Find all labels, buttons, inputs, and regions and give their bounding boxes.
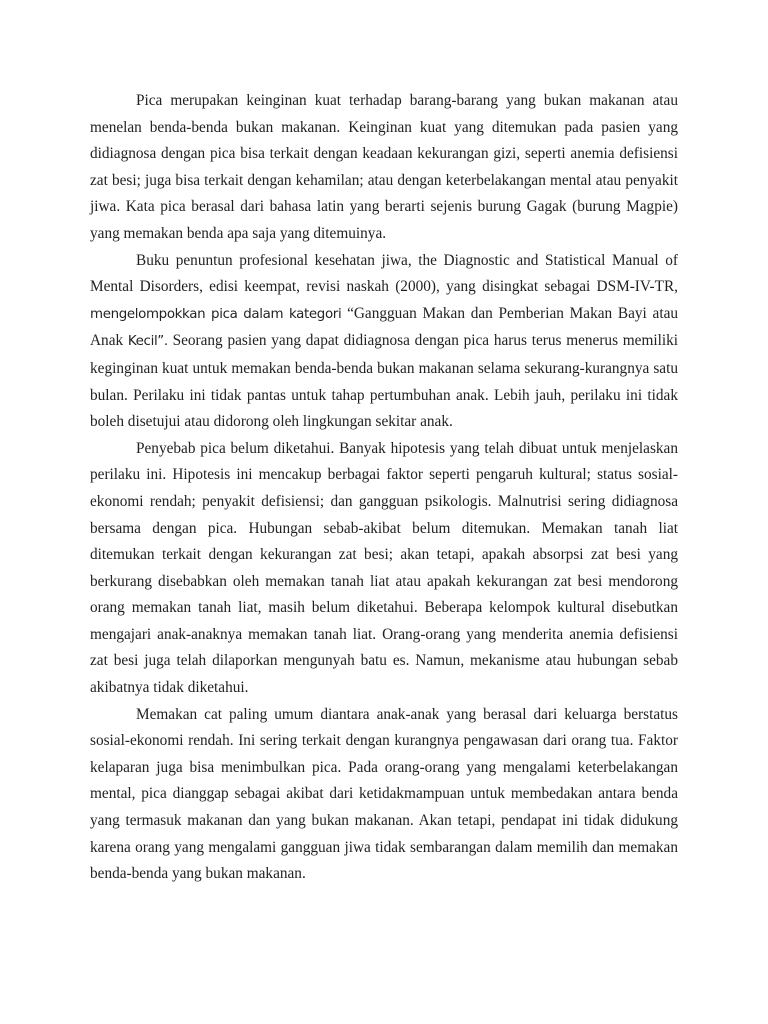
paragraph-2-part-4: Kecil”. <box>127 334 168 350</box>
paragraph-1: Pica merupakan keinginan kuat terhadap barang-barang yang bukan makanan atau menelan benda-benda bukan makanan. Keinginan kuat yang ditemukan pada pasien yang didiagnosa dengan pica bisa terkait dengan keadaan kekurangan gizi, seperti anemia defisiensi zat besi; juga bisa terkait dengan kehamilan; atau dengan keterbelakangan mental atau penyakit jiwa. Kata pica berasal dari bahasa latin yang berarti sejenis burung Gagak (burung Magpie) yang memakan benda apa saja yang ditemuinya. <box>90 92 678 242</box>
paragraph-4: Memakan cat paling umum diantara anak-anak yang berasal dari keluarga berstatus sosial-ekonomi rendah. Ini sering terkait dengan kurangnya pengawasan dari orang tua. Faktor kelaparan juga bisa menimbulkan pica. Pada orang-orang yang mengalami keterbelakangan mental, pica dianggap sebagai akibat dari ketidakmampuan untuk membedakan antara benda yang termasuk makanan dan yang bukan makanan. Akan tetapi, pendapat ini tidak didukung karena orang yang mengalami gangguan jiwa tidak sembarangan dalam memilih dan memakan benda-benda yang bukan makanan. <box>90 705 678 883</box>
paragraph-2-part-5: Seorang pasien yang dapat didiagnosa dengan pica harus terus menerus memiliki keginginan kuat untuk memakan benda-benda bukan makanan selama sekurang-kurangnya satu bulan. Perilaku ini tidak pantas untuk tahap pertumbuhan anak. Lebih jauh, perilaku ini tidak boleh disetujui atau didorong oleh lingkungan sekitar anak. <box>90 332 679 431</box>
document-body <box>90 88 678 888</box>
paragraph-2-part-1: Buku penuntun profesional kesehatan jiwa, the Diagnostic and Statistical Manual of Mental Disorders, edisi keempat, revisi naskah (2000), yang disingkat sebagai DSM-IV-TR, <box>90 251 678 296</box>
paragraph-3: Penyebab pica belum diketahui. Banyak hipotesis yang telah dibuat untuk menjelaskan perilaku ini. Hipotesis ini mencakup berbagai faktor seperti pengaruh kultural; status sosial-ekonomi rendah; penyakit defisiensi; dan gangguan psikologis. Malnutrisi sering didiagnosa bersama dengan pica. Hubungan sebab-akibat belum ditemukan. Memakan tanah liat ditemukan terkait dengan kekurangan zat besi; akan tetapi, apakah absorpsi zat besi yang berkurang disebabkan oleh memakan tanah liat atau apakah kekurangan zat besi mendorong orang memakan tanah liat, masih belum diketahui. Beberapa kelompok kultural disebutkan mengajari anak-anaknya memakan tanah liat. Orang-orang yang menderita anemia defisiensi zat besi juga telah dilaporkan mengunyah batu es. Namun, mekanisme atau hubungan sebab akibatnya tidak diketahui. <box>90 439 678 697</box>
paragraph-2-part-2: mengelompokkan pica dalam kategori <box>90 306 342 322</box>
paragraph-2-part-3: “Gangguan Makan dan Pemberian Makan Bayi atau Anak <box>90 304 679 350</box>
paragraph-2 <box>90 248 678 436</box>
